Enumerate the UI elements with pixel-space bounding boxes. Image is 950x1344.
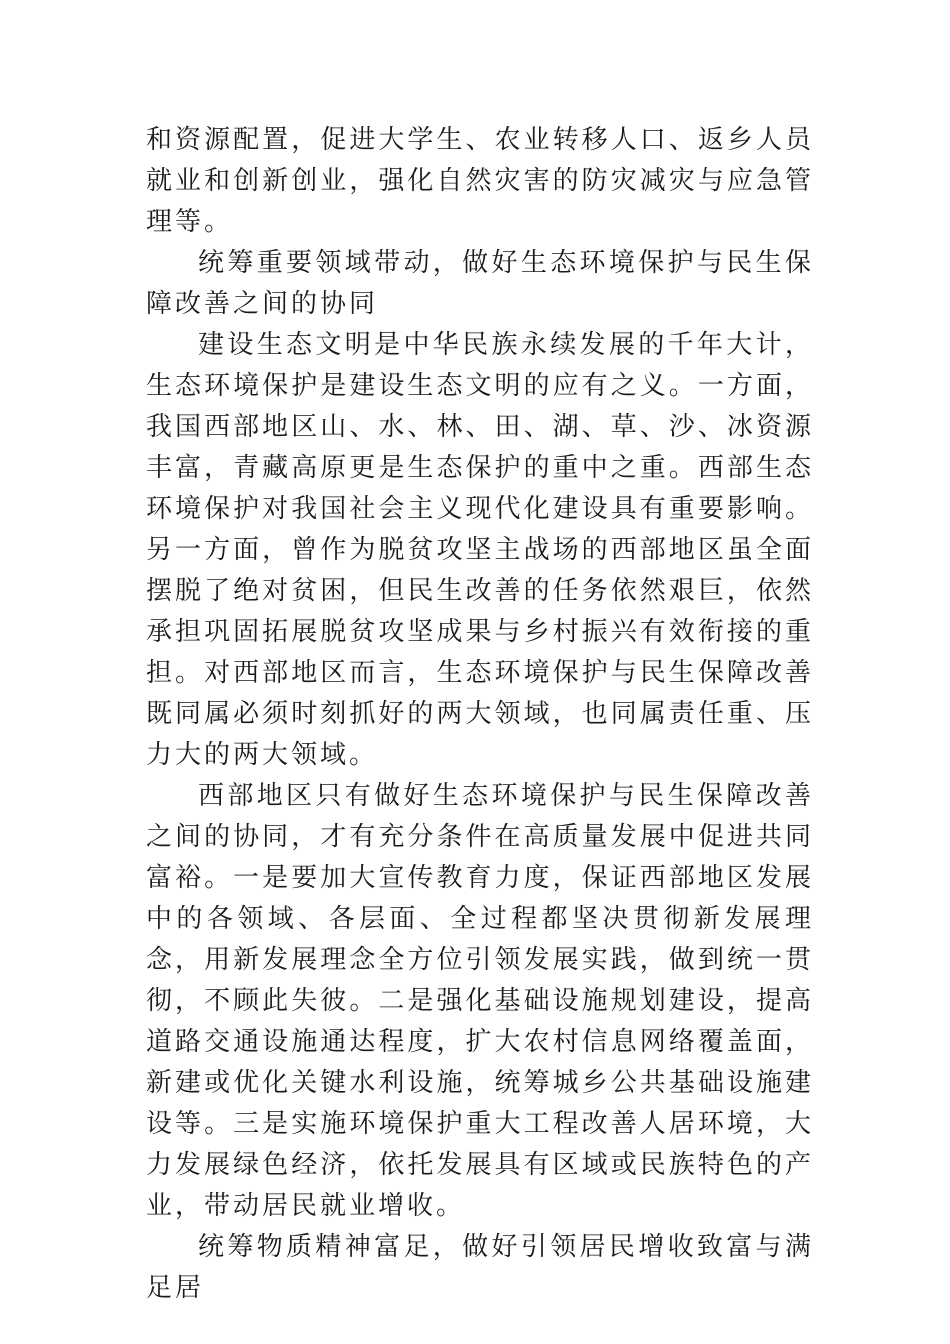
section-heading-material-spiritual: 统筹物质精神富足，做好引领居民增收致富与满足居 (146, 1232, 814, 1303)
paragraph-continuation: 和资源配置，促进大学生、农业转移人口、返乡人员就业和创新创业，强化自然灾害的防灾减灾与应急管理等。 (146, 125, 814, 237)
section-heading-ecology: 统筹重要领域带动，做好生态环境保护与民生保障改善之间的协同 (146, 248, 814, 319)
paragraph-coordination: 西部地区只有做好生态环境保护与民生保障改善之间的协同，才有充分条件在高质量发展中促进共同富裕。一是要加大宣传教育力度，保证西部地区发展中的各领域、各层面、全过程都坚决贯彻新发展理念，用新发展理念全方位引领发展实践，做到统一贯彻，不顾此失彼。二是强化基础设施规划建设，提高道路交通设施通达程度，扩大农村信息网络覆盖面，新建或优化关键水利设施，统筹城乡公共基础设施建设等。三是实施环境保护重大工程改善人居环境，大力发展绿色经济，依托发展具有区域或民族特色的产业，带动居民就业增收。 (146, 781, 814, 1221)
paragraph-ecology: 建设生态文明是中华民族永续发展的千年大计，生态环境保护是建设生态文明的应有之义。一方面，我国西部地区山、水、林、田、湖、草、沙、冰资源丰富，青藏高原更是生态保护的重中之重。西部生态环境保护对我国社会主义现代化建设具有重要影响。另一方面，曾作为脱贫攻坚主战场的西部地区虽全面摆脱了绝对贫困，但民生改善的任务依然艰巨，依然承担巩固拓展脱贫攻坚成果与乡村振兴有效衔接的重担。对西部地区而言，生态环境保护与民生保障改善既同属必须时刻抓好的两大领域，也同属责任重、压力大的两大领域。 (146, 330, 814, 770)
document-body (146, 120, 814, 1309)
